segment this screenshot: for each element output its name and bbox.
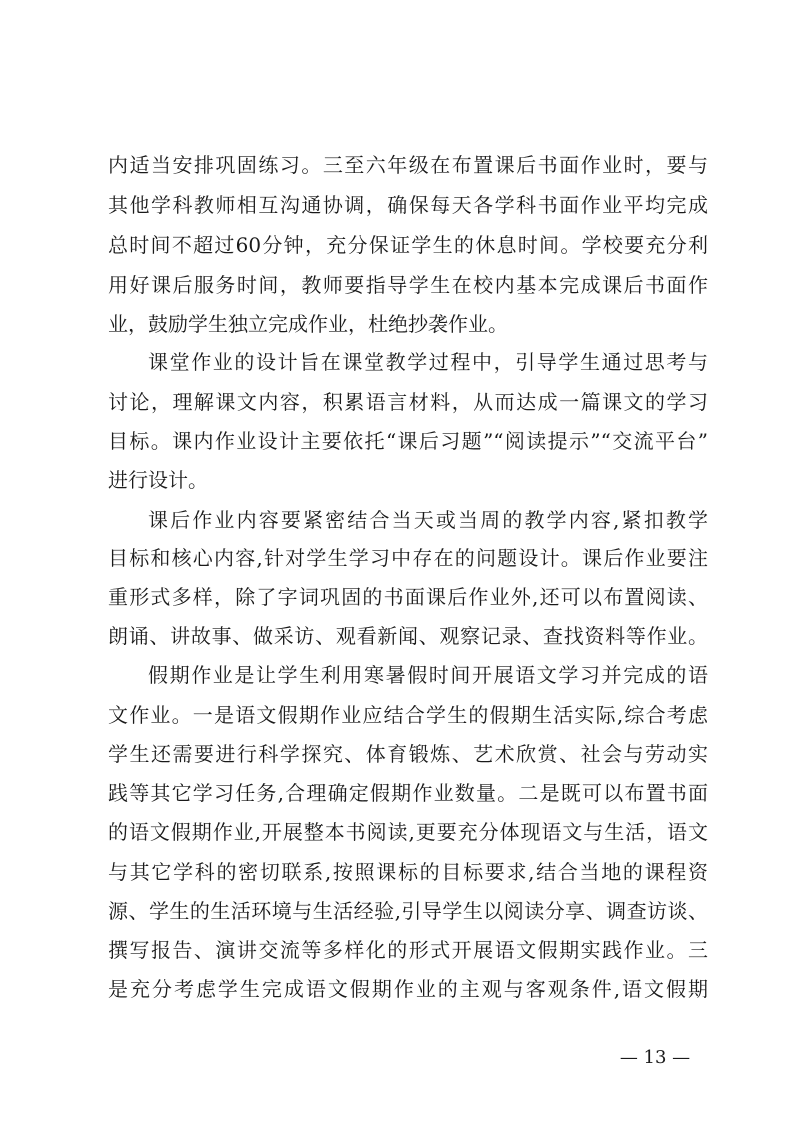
text-line: 文作业。一是语文假期作业应结合学生的假期生活实际,综合考虑 [108,703,708,727]
paragraph-first-line: 假期作业是让学生利用寒暑假时间开展语文学习并完成的语 [148,663,708,687]
text-line: 目标和核心内容,针对学生学习中存在的问题设计。课后作业要注 [108,546,708,570]
text-line: 用好课后服务时间，教师要指导学生在校内基本完成课后书面作 [108,273,708,297]
text-line: 进行设计。 [108,468,208,492]
text-line: 内适当安排巩固练习。三至六年级在布置课后书面作业时，要与 [108,153,708,177]
text-line: 是充分考虑学生完成语文假期作业的主观与客观条件,语文假期 [108,977,708,1001]
text-line: 践等其它学习任务,合理确定假期作业数量。二是既可以布置书面 [108,781,708,805]
text-line: 朗诵、讲故事、做采访、观看新闻、观察记录、查找资料等作业。 [108,624,708,648]
text-line: 其他学科教师相互沟通协调，确保每天各学科书面作业平均完成 [108,193,708,217]
page-number: — 13 — [619,1047,691,1068]
text-line: 业，鼓励学生独立完成作业，杜绝抄袭作业。 [108,312,508,336]
text-line: 撰写报告、演讲交流等多样化的形式开展语文假期实践作业。三 [108,938,708,962]
paragraph-first-line: 课堂作业的设计旨在课堂教学过程中，引导学生通过思考与 [148,350,708,374]
text-line: 重形式多样，除了字词巩固的书面课后作业外,还可以布置阅读、 [108,585,708,609]
text-line: 总时间不超过60分钟，充分保证学生的休息时间。学校要充分利 [108,233,708,257]
text-line: 与其它学科的密切联系,按照课标的目标要求,结合当地的课程资 [108,860,708,884]
text-line: 目标。课内作业设计主要依托“课后习题”“阅读提示”“交流平台” [108,429,708,453]
text-line: 学生还需要进行科学探究、体育锻炼、艺术欣赏、社会与劳动实 [108,742,708,766]
text-line: 讨论，理解课文内容，积累语言材料，从而达成一篇课文的学习 [108,390,708,414]
paragraph-first-line: 课后作业内容要紧密结合当天或当周的教学内容,紧扣教学 [148,508,708,532]
text-line: 源、学生的生活环境与生活经验,引导学生以阅读分享、调查访谈、 [108,899,708,923]
text-line: 的语文假期作业,开展整本书阅读,更要充分体现语文与生活，语文 [108,820,708,844]
